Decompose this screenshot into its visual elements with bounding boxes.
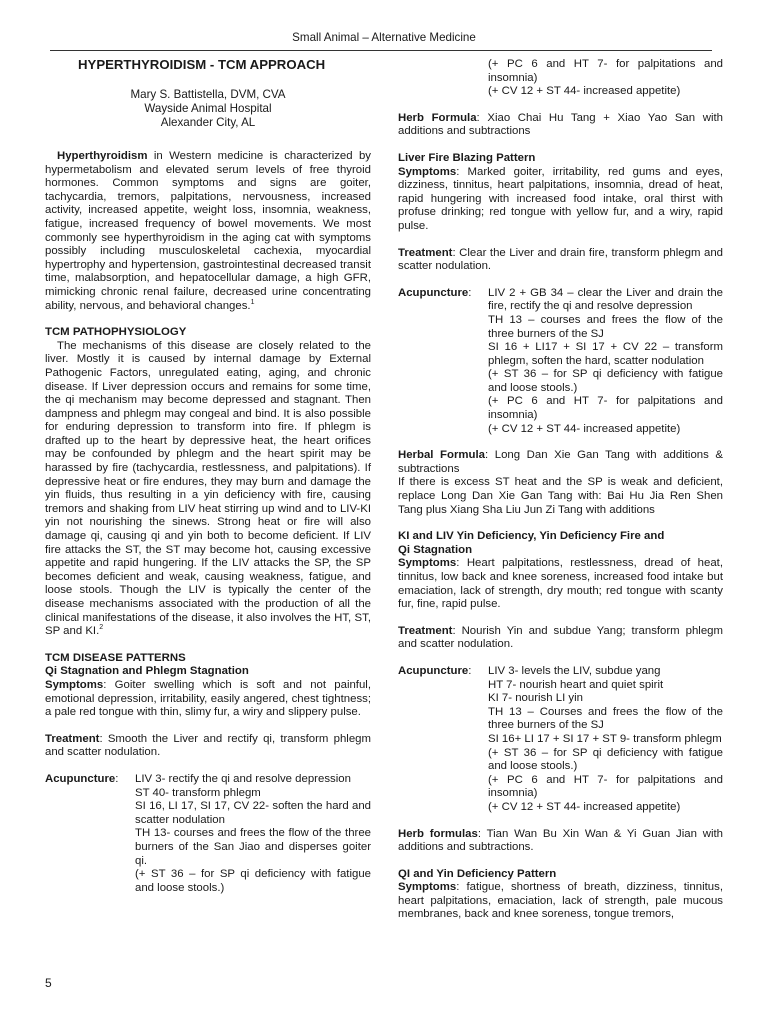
pattern-heading-qi-yin-deficiency: QI and Yin Deficiency Pattern <box>398 867 557 880</box>
acupuncture-label: Acupuncture: <box>398 286 472 299</box>
symptoms-text: : Marked goiter, irritability, red gums and eyes, dizziness, tinnitus, heart palpitations, insomnia, dread of heat, rapid hungering with increased food intake, oral thirst with profuse drinking; red tongue with yellow fur, and a wiry, rapid pulse. <box>398 165 723 232</box>
acu-point: LIV 3- rectify the qi and resolve depression <box>135 772 351 785</box>
qy-symptoms <box>398 881 723 922</box>
pattern-heading-qi-stagnation: Qi Stagnation and Phlegm Stagnation <box>45 665 249 678</box>
author-name: Mary S. Battistella, DVM, CVA <box>130 88 286 101</box>
intro-term: Hyperthyroidism <box>57 150 148 162</box>
acupuncture-points <box>488 58 723 99</box>
herb-text: : Long Dan Xie Gan Tang with additions & subtractions <box>398 449 723 475</box>
acu-point: (+ ST 36 – for SP qi deficiency with fatigue and loose stools.) <box>488 368 723 394</box>
kl-symptoms <box>398 557 723 611</box>
footnote-ref-1: 1 <box>250 298 255 306</box>
acu-point: (+ CV 12 + ST 44- increased appetite) <box>488 800 681 813</box>
acu-point: ST 40- transform phlegm <box>135 786 261 799</box>
herb-formula-2-note: If there is excess ST heat and the SP is weak and deficient, replace Long Dan Xie Gan Tang with: Bai Hu Jia Ren Shen Tang plus Xiang Sha Liu Jun Zi Tang with additions <box>398 476 723 516</box>
indent-spacer <box>398 58 488 99</box>
acu-point: (+ CV 12 + ST 44- increased appetite) <box>488 422 681 435</box>
treatment-text: : Clear the Liver and drain fire, transform phlegm and scatter nodulation. <box>398 246 723 273</box>
treatment-label: Treatment <box>45 732 100 745</box>
heading-line: Qi Stagnation <box>398 543 473 556</box>
acu-point: SI 16+ LI 17 + SI 17 + ST 9- transform phlegm <box>488 732 722 745</box>
acupuncture-points <box>488 665 723 815</box>
header-rule <box>50 50 712 51</box>
pathophysiology-text: The mechanisms of this disease are closely related to the liver. Mostly it is caused by internal damage by External Pathogenic Factors, unregulated eating, aging, and chronic disease. If Liver depression occurs and remains for some time, the qi mechanism may become depressed and stagnant. Then dampness and phlegm may congeal and bind. It is also possible for enduring depression to transform into fire. If phlegm is drafted up to the heart by depressive heat, the heart orifices may be confounded by phlegm and the heart spirit may be harassed by fire (tachycardia, restlessness, and palpitations). If depressive heat or fire endures, they may burn and damage the yin fluids, thus resulting in a yin deficiency with fire, causing tremors and shaking from LIV heat stirring up wind and to LIV-KI yin not nourishing the sinews. Strong heat or fire will also damage qi, causing qi and yin both to become deficient. If LIV fire attacks the ST, the ST may become hot, causing excessive appetite and rapid hungering. If the LIV attacks the SP, the SP becomes deficient and weak, causing weakness, fatigue, and loose stools. Though the LIV is typically the center of the disease mechanisms associated with the production of all the clinical manifestations of the disease, it also involves the HT, ST, SP and KI. <box>45 339 371 638</box>
lf-symptoms <box>398 166 723 234</box>
herb-formula-2 <box>398 449 723 476</box>
symptoms-label: Symptoms <box>398 881 457 894</box>
acu-point: TH 13- courses and frees the flow of the three burners of the San Jiao and disperses goiter qi. <box>135 827 371 867</box>
acu-point: (+ CV 12 + ST 44- increased appetite) <box>488 85 681 98</box>
acu-point: HT 7- nourish heart and quiet spirit <box>488 678 664 691</box>
herb-formula-1 <box>398 112 723 139</box>
running-header: Small Animal – Alternative Medicine <box>292 31 476 44</box>
treatment-label: Treatment <box>398 624 453 637</box>
intro-text: in Western medicine is characterized by hypermetabolism and elevated serum levels of free thyroid hormones. Common symptoms and signs are goiter, tachycardia, tremors, palpitations, nervousness, increased activity, increased appetite, weight loss, insomnia, weakness, fatigue, increased frequency of bowel movements. We most commonly see hyperthyroidism in the aging cat with symptoms possibly including musculoskeletal cachexia, myocardial hypertrophy and hypertension, gastrointestinal decreased transit time, malabsorption, and hepatocellular damage, a high GFR, mimicking chronic renal failure, decreased urine concentrating ability, nervous, and behavioral changes. <box>45 150 371 312</box>
pattern-heading-yin-deficiency <box>398 530 723 557</box>
herb-text: : Tian Wan Bu Xin Wan & Yi Guan Jian with additions and subtractions. <box>398 827 723 854</box>
acupuncture-label: Acupuncture: <box>45 772 119 785</box>
author-location: Alexander City, AL <box>160 116 256 129</box>
footnote-ref-2: 2 <box>99 624 104 632</box>
acupuncture-label: Acupuncture: <box>398 664 472 677</box>
section-heading-patterns: TCM DISEASE PATTERNS <box>45 651 186 664</box>
acu-point: (+ ST 36 – for SP qi deficiency with fatigue and loose stools.) <box>488 746 723 773</box>
treatment-text: : Nourish Yin and subdue Yang; transform phlegm and scatter nodulation. <box>398 624 723 651</box>
acu-point: (+ ST 36 – for SP qi deficiency with fatigue and loose stools.) <box>135 868 371 894</box>
acu-point: TH 13 – Courses and frees the flow of the three burners of the SJ <box>488 705 723 732</box>
acu-point: SI 16, LI 17, SI 17, CV 22- soften the hard and scatter nodulation <box>135 800 371 826</box>
acupuncture-points <box>488 287 723 437</box>
acu-point: (+ PC 6 and HT 7- for palpitations and insomnia) <box>488 58 723 84</box>
continued-acupuncture <box>398 58 723 99</box>
page-number: 5 <box>45 976 52 990</box>
article-title: HYPERTHYROIDISM - TCM APPROACH <box>78 57 326 72</box>
acupuncture-label-text: Acupuncture <box>398 664 469 677</box>
symptoms-text: : Heart palpitations, restlessness, dread of heat, tinnitus, low back and knee soreness, increased food intake but emaciation, lack of strength, dry mouth; red tongue with scanty fur, fine, rapid pulse. <box>398 557 723 611</box>
acu-point: KI 7- nourish LI yin <box>488 692 583 705</box>
left-column <box>45 58 371 895</box>
treatment-label: Treatment <box>398 246 453 259</box>
lf-acupuncture <box>398 287 723 437</box>
heading-line: KI and LIV Yin Deficiency, Yin Deficiency Fire and <box>398 530 665 543</box>
herb-text: : Xiao Chai Hu Tang + Xiao Yao San with additions and subtractions <box>398 111 723 138</box>
acupuncture-label-text: Acupuncture <box>398 286 469 299</box>
symptoms-text: : fatigue, shortness of breath, dizziness, tinnitus, heart palpitations, emaciation, lack of strength, pale mucous membranes, back and knee soreness, tongue tremors, <box>398 881 723 921</box>
author-block <box>45 88 371 130</box>
acu-point: LIV 2 + GB 34 – clear the Liver and drain the fire, rectify the qi and resolve depression <box>488 286 723 313</box>
herb-formula-3 <box>398 828 723 855</box>
right-column <box>398 58 723 922</box>
pathophysiology-paragraph <box>45 340 371 639</box>
acu-point: TH 13 – courses and frees the flow of the three burners of the SJ <box>488 313 723 340</box>
section-heading-pathophysiology: TCM PATHOPHYSIOLOGY <box>45 326 187 339</box>
treatment-text: : Smooth the Liver and rectify qi, transform phlegm and scatter nodulation. <box>45 732 371 759</box>
acu-point: (+ PC 6 and HT 7- for palpitations and insomnia) <box>488 395 723 422</box>
acupuncture-points <box>135 773 371 895</box>
pattern-heading-liver-fire: Liver Fire Blazing Pattern <box>398 151 536 164</box>
symptoms-label: Symptoms <box>45 678 104 691</box>
lf-treatment <box>398 247 723 274</box>
qi-symptoms <box>45 679 371 720</box>
herb-label: Herbal Formula <box>398 449 485 462</box>
herb-label: Herb formulas <box>398 827 478 840</box>
qi-acupuncture <box>45 773 371 895</box>
kl-treatment <box>398 625 723 652</box>
kl-acupuncture <box>398 665 723 815</box>
qi-treatment <box>45 733 371 760</box>
symptoms-label: Symptoms <box>398 165 457 178</box>
author-affiliation: Wayside Animal Hospital <box>144 102 272 115</box>
acupuncture-label-text: Acupuncture <box>45 772 116 785</box>
symptoms-text: : Goiter swelling which is soft and not painful, emotional depression, irritability, easily angered, chest tightness; a pale red tongue with thin, slimy fur, a wiry and slippery pulse. <box>45 678 371 719</box>
herb-label: Herb Formula <box>398 111 477 124</box>
intro-paragraph <box>45 150 371 313</box>
acu-point: (+ PC 6 and HT 7- for palpitations and insomnia) <box>488 773 723 800</box>
acu-point: SI 16 + LI17 + SI 17 + CV 22 – transform phlegm, soften the hard, scatter nodulation <box>488 341 723 367</box>
symptoms-label: Symptoms <box>398 557 457 570</box>
acu-point: LIV 3- levels the LIV, subdue yang <box>488 664 661 677</box>
